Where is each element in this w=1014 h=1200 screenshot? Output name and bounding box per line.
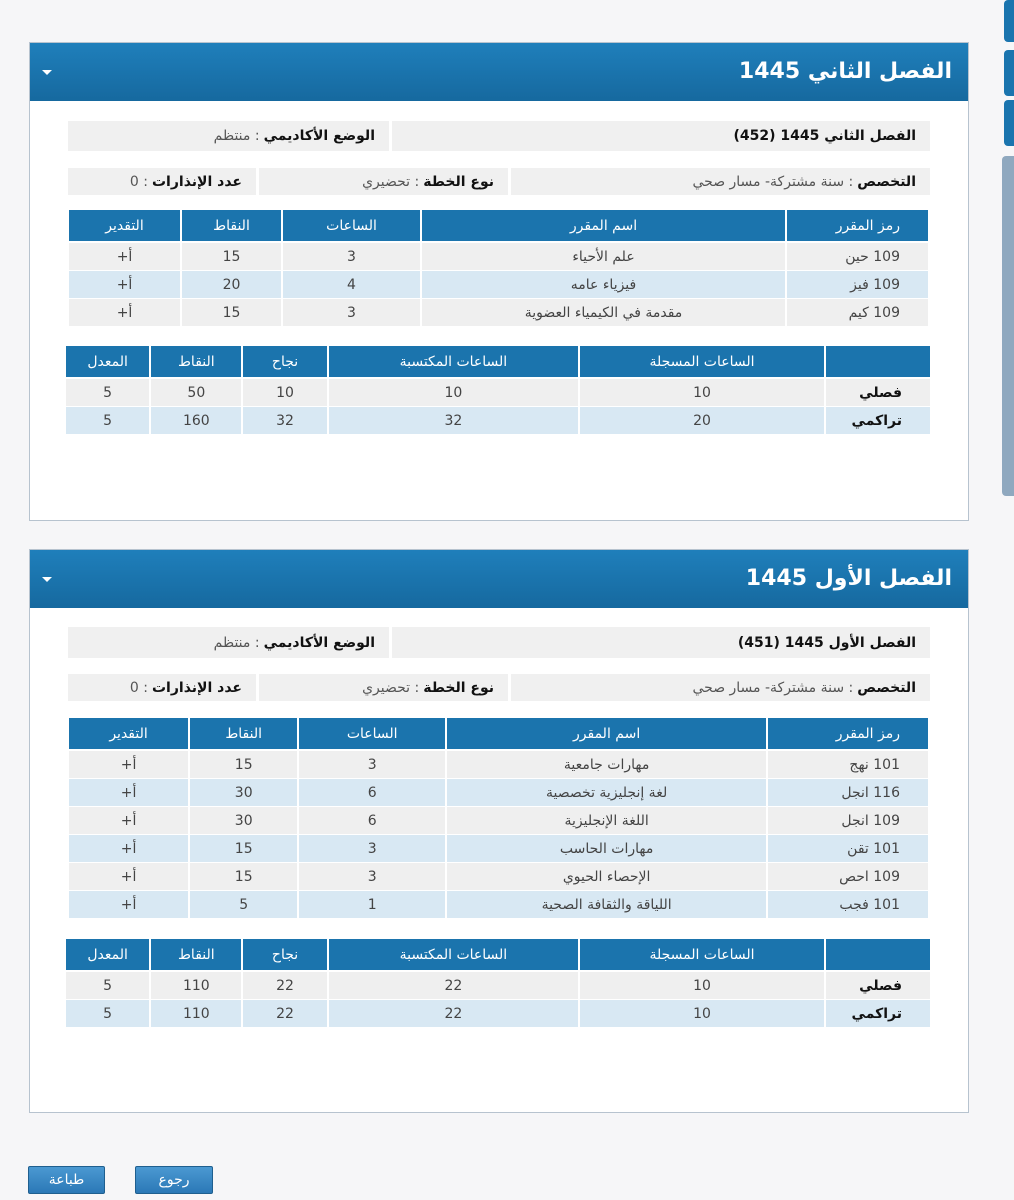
side-tab[interactable] (1004, 100, 1014, 146)
earned-hours: 10 (329, 379, 579, 407)
course-grade: أ+ (69, 299, 180, 327)
plan-type (259, 674, 508, 701)
gpa-header: المعدل (66, 346, 149, 379)
earned-hours-header: الساعات المكتسبة (329, 939, 579, 972)
semester-panel-header[interactable] (30, 550, 968, 608)
passed-header: نجاح (243, 346, 326, 379)
registered-hours: 20 (580, 407, 824, 435)
semester-label: الفصل الثاني 1445 (452) (392, 121, 930, 151)
passed-hours: 10 (243, 379, 326, 407)
academic-status-value: : منتظم (213, 634, 260, 651)
course-grade: أ+ (69, 835, 188, 863)
course-grade: أ+ (69, 891, 188, 919)
semester-title: الفصل الأول 1445 (745, 566, 952, 591)
grade-header: التقدير (69, 210, 180, 243)
semester-title: الفصل الثاني 1445 (738, 59, 952, 84)
summary-blank-header (826, 346, 930, 379)
major-value: : سنة مشتركة- مسار صحي (692, 679, 854, 696)
course-name: مهارات جامعية (447, 751, 766, 779)
summary-table (64, 939, 932, 1028)
course-hours: 6 (299, 779, 445, 807)
table-row (69, 835, 928, 863)
course-points: 20 (182, 271, 281, 299)
summary-row-label: فصلي (826, 379, 930, 407)
side-tab[interactable] (1004, 0, 1014, 42)
course-grade: أ+ (69, 863, 188, 891)
hours-header: الساعات (299, 718, 445, 751)
course-hours: 1 (299, 891, 445, 919)
semester-info-row (68, 121, 930, 151)
courses-table (67, 718, 930, 919)
course-code: 109 فيز (787, 271, 928, 299)
summary-blank-header (826, 939, 930, 972)
course-hours: 3 (283, 299, 420, 327)
academic-status-label: الوضع الأكاديمي (263, 634, 375, 651)
course-name: الإحصاء الحيوي (447, 863, 766, 891)
course-name: مهارات الحاسب (447, 835, 766, 863)
table-row (66, 379, 930, 407)
course-name: لغة إنجليزية تخصصية (447, 779, 766, 807)
course-grade: أ+ (69, 271, 180, 299)
course-code: 101 تقن (768, 835, 928, 863)
passed-hours: 22 (243, 1000, 326, 1028)
major-label: التخصص (857, 173, 916, 190)
course-name: علم الأحياء (422, 243, 785, 271)
points: 160 (151, 407, 241, 435)
course-points: 15 (190, 863, 297, 891)
passed-hours: 32 (243, 407, 326, 435)
registered-hours: 10 (580, 1000, 824, 1028)
registered-hours: 10 (580, 972, 824, 1000)
side-panel-edge (1002, 156, 1014, 496)
semester-label: الفصل الأول 1445 (451) (392, 627, 930, 658)
semester-panel (29, 42, 969, 521)
earned-hours-header: الساعات المكتسبة (329, 346, 579, 379)
registered-hours-header: الساعات المسجلة (580, 346, 824, 379)
chevron-down-icon[interactable] (42, 577, 52, 582)
course-points: 15 (182, 299, 281, 327)
course-points: 15 (190, 751, 297, 779)
course-grade: أ+ (69, 779, 188, 807)
summary-row-label: فصلي (826, 972, 930, 1000)
academic-status (68, 627, 389, 658)
course-hours: 3 (299, 751, 445, 779)
course-code: 116 انجل (768, 779, 928, 807)
hours-header: الساعات (283, 210, 420, 243)
table-row (69, 863, 928, 891)
course-hours: 4 (283, 271, 420, 299)
warnings-value: : 0 (129, 173, 148, 190)
points-header: النقاط (190, 718, 297, 751)
table-row (66, 1000, 930, 1028)
table-row (69, 271, 928, 299)
earned-hours: 22 (329, 1000, 579, 1028)
course-code: 109 انجل (768, 807, 928, 835)
gpa: 5 (66, 407, 149, 435)
course-points: 30 (190, 779, 297, 807)
registered-hours: 10 (580, 379, 824, 407)
plan-type-value: : تحضيري (362, 679, 420, 696)
major-label: التخصص (857, 679, 916, 696)
summary-table (64, 346, 932, 435)
course-code: 101 نهج (768, 751, 928, 779)
plan-type-value: : تحضيري (362, 173, 420, 190)
passed-hours: 22 (243, 972, 326, 1000)
plan-type (259, 168, 508, 195)
table-row (69, 299, 928, 327)
course-hours: 3 (299, 863, 445, 891)
gpa-header: المعدل (66, 939, 149, 972)
academic-status-label: الوضع الأكاديمي (263, 128, 375, 144)
points-header: النقاط (151, 939, 241, 972)
passed-header: نجاح (243, 939, 326, 972)
course-name: مقدمة في الكيمياء العضوية (422, 299, 785, 327)
course-points: 5 (190, 891, 297, 919)
semester-panel-header[interactable] (30, 43, 968, 101)
earned-hours: 32 (329, 407, 579, 435)
semester-panel (29, 549, 969, 1113)
course-hours: 3 (299, 835, 445, 863)
major-value: : سنة مشتركة- مسار صحي (692, 173, 854, 190)
course-code: 109 حين (787, 243, 928, 271)
earned-hours: 22 (329, 972, 579, 1000)
course-name: اللغة الإنجليزية (447, 807, 766, 835)
plan-info-row (68, 168, 930, 195)
warnings (68, 674, 256, 701)
courses-table (67, 210, 930, 327)
course-code: 109 احص (768, 863, 928, 891)
course-points: 15 (190, 835, 297, 863)
table-row (66, 407, 930, 435)
summary-row-label: تراكمي (826, 1000, 930, 1028)
course-name-header: اسم المقرر (447, 718, 766, 751)
plan-type-label: نوع الخطة (423, 679, 494, 696)
gpa: 5 (66, 379, 149, 407)
back-button[interactable]: رجوع (135, 1166, 213, 1194)
table-row (69, 891, 928, 919)
course-name: فيزياء عامه (422, 271, 785, 299)
course-code-header: رمز المقرر (787, 210, 928, 243)
course-name-header: اسم المقرر (422, 210, 785, 243)
table-row (69, 751, 928, 779)
points: 50 (151, 379, 241, 407)
points-header: النقاط (151, 346, 241, 379)
warnings-value: : 0 (129, 679, 148, 696)
plan-info-row (68, 674, 930, 701)
major (511, 674, 930, 701)
print-button[interactable]: طباعة (28, 1166, 105, 1194)
gpa: 5 (66, 972, 149, 1000)
warnings-label: عدد الإنذارات (151, 173, 242, 190)
chevron-down-icon[interactable] (42, 70, 52, 75)
table-row (66, 972, 930, 1000)
grade-header: التقدير (69, 718, 188, 751)
gpa: 5 (66, 1000, 149, 1028)
course-code: 101 فجب (768, 891, 928, 919)
course-name: اللياقة والثقافة الصحية (447, 891, 766, 919)
course-grade: أ+ (69, 751, 188, 779)
warnings-label: عدد الإنذارات (151, 679, 242, 696)
academic-status-value: : منتظم (213, 128, 260, 144)
summary-row-label: تراكمي (826, 407, 930, 435)
course-hours: 6 (299, 807, 445, 835)
plan-type-label: نوع الخطة (423, 173, 494, 190)
points-header: النقاط (182, 210, 281, 243)
course-hours: 3 (283, 243, 420, 271)
table-row (69, 243, 928, 271)
warnings (68, 168, 256, 195)
semester-info-row (68, 627, 930, 658)
side-tab[interactable] (1004, 50, 1014, 96)
course-grade: أ+ (69, 807, 188, 835)
academic-status (68, 121, 389, 151)
table-row (69, 779, 928, 807)
course-code: 109 كيم (787, 299, 928, 327)
major (511, 168, 930, 195)
table-row (69, 807, 928, 835)
course-points: 15 (182, 243, 281, 271)
course-grade: أ+ (69, 243, 180, 271)
points: 110 (151, 1000, 241, 1028)
course-code-header: رمز المقرر (768, 718, 928, 751)
points: 110 (151, 972, 241, 1000)
course-points: 30 (190, 807, 297, 835)
registered-hours-header: الساعات المسجلة (580, 939, 824, 972)
